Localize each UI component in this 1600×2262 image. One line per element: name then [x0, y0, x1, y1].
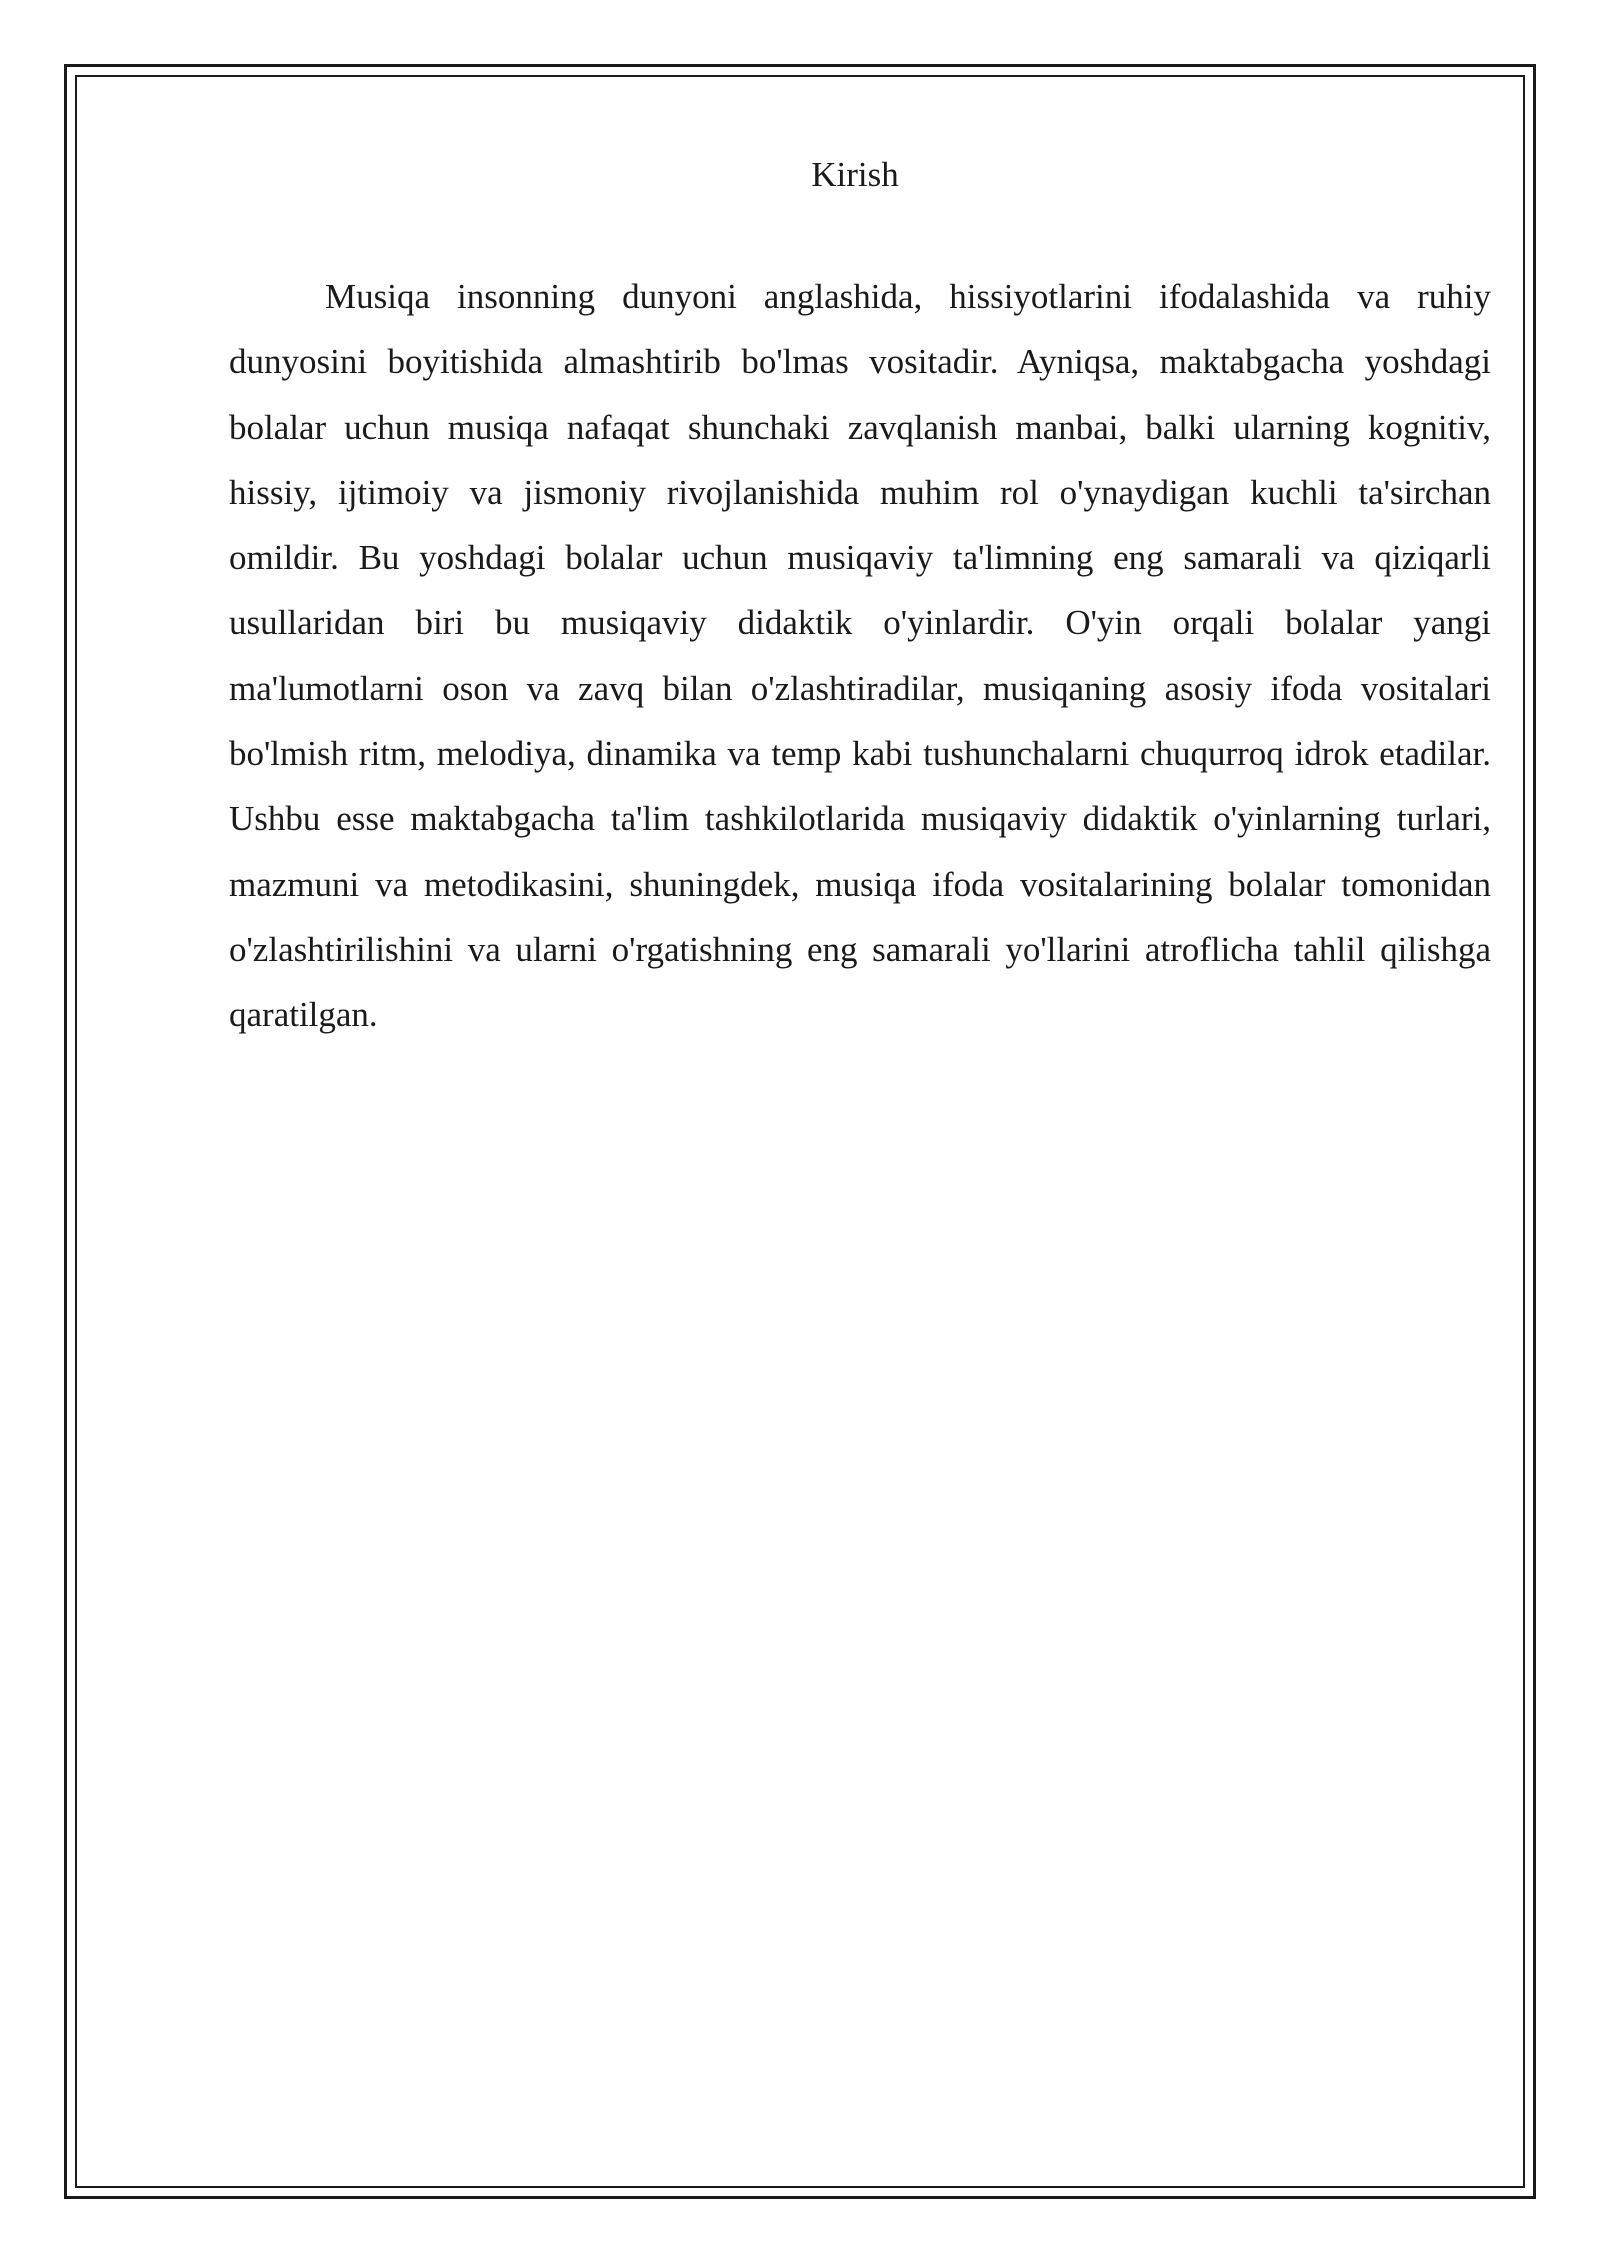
page-content — [229, 140, 1491, 1048]
page-title: Kirish — [811, 155, 899, 194]
body-paragraph: Musiqa insonning dunyoni anglashida, hissiyotlarini ifodalashida va ruhiy dunyosini boyitishida almashtirib bo'lmas vositadir. Ayniqsa, maktabgacha yoshdagi bolalar uchun musiqa nafaqat shunchaki zavqlanish manbai, balki ularning kognitiv, hissiy, ijtimoiy va jismoniy rivojlanishida muhim rol o'ynaydigan kuchli ta'sirchan omildir. Bu yoshdagi bolalar uchun musiqaviy ta'limning eng samarali va qiziqarli usullaridan biri bu musiqaviy didaktik o'yinlardir. O'yin orqali bolalar yangi ma'lumotlarni oson va zavq bilan o'zlashtiradilar, musiqaning asosiy ifoda vositalari bo'lmish ritm, melodiya, dinamika va temp kabi tushunchalarni chuqurroq idrok etadilar. Ushbu esse maktabgacha ta'lim tashkilotlarida musiqaviy didaktik o'yinlarning turlari, mazmuni va metodikasini, shuningdek, musiqa ifoda vositalarining bolalar tomonidan o'zlashtirilishini va ularni o'rgatishning eng samarali yo'llarini atroflicha tahlil qilishga qaratilgan. — [229, 277, 1491, 1035]
